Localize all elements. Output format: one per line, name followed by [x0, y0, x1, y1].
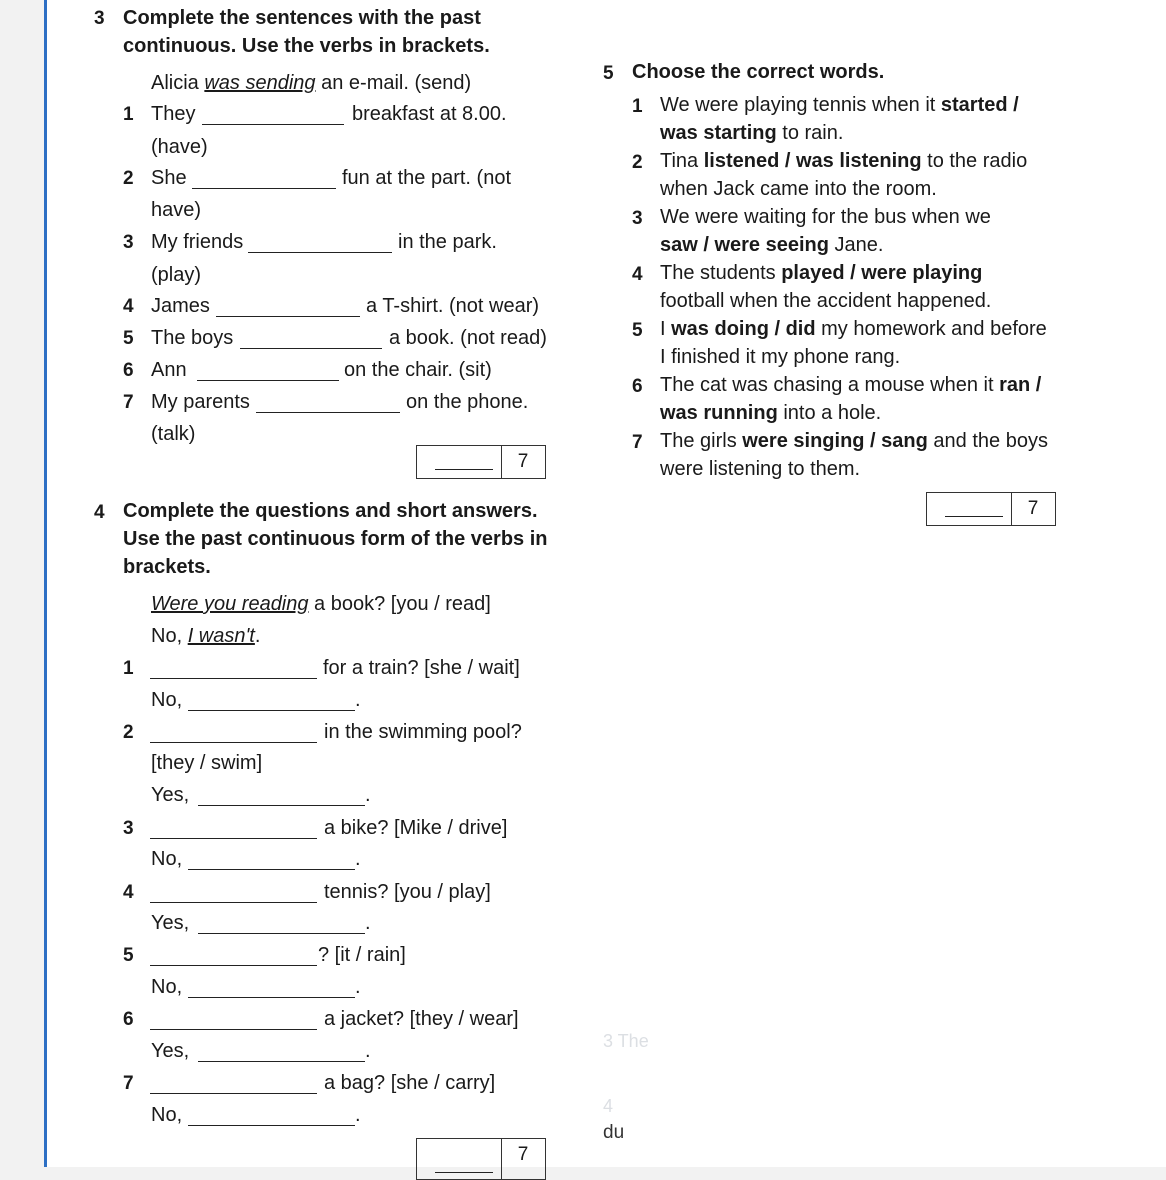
ex5-item-6-choice: ran / — [999, 374, 1042, 396]
ex3-item-7-number: 7 — [123, 392, 134, 413]
ex4-item-2-question-blank[interactable] — [150, 741, 317, 743]
ex3-score-box[interactable] — [416, 445, 546, 479]
ex4-item-4-answer-word: Yes, — [151, 912, 190, 934]
ex3-item-1-blank[interactable] — [202, 123, 344, 125]
ex3-item-5-number: 5 — [123, 328, 134, 349]
ex3-item-7-verb: (talk) — [151, 423, 196, 445]
ex3-item-6-rest: on the chair. (sit) — [344, 359, 492, 381]
ex4-item-1-answer-blank[interactable] — [188, 709, 355, 711]
ex4-item-6-number: 6 — [123, 1009, 134, 1030]
ex3-item-4-rest: a T-shirt. (not wear) — [366, 295, 540, 317]
ex3-example: Alicia was sending an e-mail. (send) — [151, 72, 472, 94]
ex4-item-6-question: a jacket? [they / wear] — [324, 1008, 519, 1030]
ex4-item-3-question-blank[interactable] — [150, 837, 317, 839]
ex5-item-3-choice: saw / were seeing — [660, 234, 829, 256]
ex3-item-3-subject: My friends — [151, 231, 244, 253]
ex3-item-1-number: 1 — [123, 104, 134, 125]
ex3-number: 3 — [94, 8, 105, 29]
score-blank[interactable] — [435, 1172, 493, 1173]
ex5-item-2-line2: when Jack came into the room. — [660, 178, 937, 200]
ex3-item-3-rest: in the park. — [398, 231, 497, 253]
ex4-item-3-question: a bike? [Mike / drive] — [324, 817, 508, 839]
ex5-item-2-choice: listened / was listening — [703, 150, 922, 172]
ex4-item-6-answer-blank[interactable] — [198, 1060, 365, 1062]
ex3-item-2-verb: have) — [151, 199, 202, 221]
ex3-item-2-number: 2 — [123, 168, 134, 189]
ex4-item-3-number: 3 — [123, 818, 134, 839]
ex3-example-answer: was sending — [204, 72, 316, 94]
ex5-number: 5 — [603, 63, 614, 84]
ex3-item-7-rest: on the phone. — [406, 391, 529, 413]
score-blank[interactable] — [435, 469, 493, 470]
ex4-score-box[interactable] — [416, 1138, 546, 1180]
ex3-score-total: 7 — [517, 451, 529, 472]
ex3-title-line1: Complete the sentences with the past — [123, 7, 481, 29]
ex5-item-2-line1: Tina listened / was listening to the radio — [660, 150, 1028, 172]
ex4-item-5-answer-blank[interactable] — [188, 996, 355, 998]
ex5-item-1-line2: was starting to rain. — [660, 122, 844, 144]
ex5-item-6-number: 6 — [632, 376, 643, 397]
ex3-item-5-blank[interactable] — [240, 347, 382, 349]
ex5-item-7-number: 7 — [632, 432, 643, 453]
ex4-item-1-answer-word: No, — [151, 689, 183, 711]
ex4-item-7-question: a bag? [she / carry] — [324, 1072, 496, 1094]
ex4-item-5-question: ? [it / rain] — [318, 944, 406, 966]
ex5-item-1-choice-b: was starting — [660, 122, 777, 144]
ex3-item-3-blank[interactable] — [248, 251, 392, 253]
ex3-title-line2: continuous. Use the verbs in brackets. — [123, 35, 490, 57]
ex3-item-3-number: 3 — [123, 232, 134, 253]
ex3-item-6-number: 6 — [123, 360, 134, 381]
ex3-item-6-blank[interactable] — [197, 379, 339, 381]
ex3-item-7-subject: My parents — [151, 391, 250, 413]
ex3-item-5-rest: a book. (not read) — [389, 327, 547, 349]
ex4-item-4-question-blank[interactable] — [150, 901, 317, 903]
ex5-item-4-line2: football when the accident happened. — [660, 290, 992, 312]
ex4-item-1-question-blank[interactable] — [150, 677, 317, 679]
worksheet-page — [44, 0, 1166, 1167]
ex5-item-5-number: 5 — [632, 320, 643, 341]
ex3-item-6-subject: Ann — [151, 359, 187, 381]
ex4-item-4-answer-blank[interactable] — [198, 932, 365, 934]
ex5-item-1-choice: started / — [940, 94, 1019, 116]
ex5-score-box[interactable] — [926, 492, 1056, 526]
ex4-title-line3: brackets. — [123, 556, 211, 578]
ex4-item-1-question: for a train? [she / wait] — [323, 657, 520, 679]
ex3-item-2-blank[interactable] — [192, 187, 336, 189]
ex5-item-4-line1: The students played / were playing — [660, 262, 983, 284]
ex5-item-2-number: 2 — [632, 152, 643, 173]
ex3-item-3-verb: (play) — [151, 264, 202, 286]
faint-text-du: du — [603, 1122, 625, 1143]
ex3-item-4-number: 4 — [123, 296, 134, 317]
ex3-item-5-subject: The boys — [151, 327, 234, 349]
ex4-item-5-number: 5 — [123, 945, 134, 966]
ex4-item-5-question-blank[interactable] — [150, 964, 317, 966]
ex4-item-5-answer-word: No, — [151, 976, 183, 998]
ex3-item-1-verb: (have) — [151, 136, 208, 158]
ex4-item-2-question-verb: [they / swim] — [151, 752, 263, 774]
ex5-item-4-choice: played / were playing — [781, 262, 983, 284]
ex3-item-2-subject: She — [151, 167, 187, 189]
ex4-item-2-answer-word: Yes, — [151, 784, 190, 806]
ex5-item-5-choice: was doing / did — [671, 318, 816, 340]
ex4-item-7-answer-word: No, — [151, 1104, 183, 1126]
ex5-item-1-number: 1 — [632, 96, 643, 117]
ex5-item-7-line1: The girls were singing / sang and the boys — [660, 430, 1048, 452]
ex4-item-6-question-blank[interactable] — [150, 1028, 317, 1030]
ex4-item-3-answer-word: No, — [151, 848, 183, 870]
ex4-example-question: Were you reading a book? [you / read] — [151, 593, 491, 615]
ex4-item-7-question-blank[interactable] — [150, 1092, 317, 1094]
ex4-item-7-number: 7 — [123, 1073, 134, 1094]
ex3-item-4-subject: James — [151, 295, 210, 317]
ex4-item-4-question: tennis? [you / play] — [324, 881, 491, 903]
ex4-example-answer: Were you reading — [151, 593, 309, 615]
ex5-item-7-choice: were singing / sang — [742, 430, 928, 452]
ex4-item-2-number: 2 — [123, 722, 134, 743]
ex4-item-2-answer-blank[interactable] — [198, 804, 365, 806]
ex5-item-5-line1: I was doing / did my homework and before — [660, 318, 1047, 340]
ex4-score-total: 7 — [517, 1144, 529, 1165]
ex5-item-6-line2: was running into a hole. — [660, 402, 882, 424]
ex5-item-5-line2: I finished it my phone rang. — [660, 346, 901, 368]
ex5-score-total: 7 — [1027, 498, 1039, 519]
ex4-number: 4 — [94, 502, 105, 523]
ex4-example-short-answer: No, I wasn't. — [151, 625, 261, 647]
ex3-item-2-rest: fun at the part. (not — [342, 167, 511, 189]
faint-text-4: 4 — [603, 1096, 614, 1116]
ex5-item-1-line1: We were playing tennis when it started / — [660, 94, 1019, 116]
ex4-title-line1: Complete the questions and short answers. — [123, 500, 538, 522]
ex5-item-3-number: 3 — [632, 208, 643, 229]
ex5-item-4-number: 4 — [632, 264, 643, 285]
ex3-item-1-rest: breakfast at 8.00. — [352, 103, 507, 125]
ex4-item-1-number: 1 — [123, 658, 134, 679]
ex3-item-1-subject: They — [151, 103, 196, 125]
ex4-item-6-answer-word: Yes, — [151, 1040, 190, 1062]
ex5-item-6-line1: The cat was chasing a mouse when it ran / — [660, 374, 1042, 396]
ex5-item-7-line2: were listening to them. — [660, 458, 861, 480]
ex3-item-7-blank[interactable] — [256, 411, 400, 413]
ex5-item-6-choice-b: was running — [660, 402, 778, 424]
ex4-item-2-question: in the swimming pool? — [324, 721, 522, 743]
ex3-item-4-blank[interactable] — [216, 315, 360, 317]
ex5-item-3-line2: saw / were seeing Jane. — [660, 234, 884, 256]
ex4-item-7-answer-blank[interactable] — [188, 1124, 355, 1126]
faint-text-3: 3 The — [603, 1031, 649, 1051]
score-blank[interactable] — [945, 516, 1003, 517]
ex5-item-3-line1: We were waiting for the bus when we — [660, 206, 991, 228]
ex4-item-4-number: 4 — [123, 882, 134, 903]
ex4-title-line2: Use the past continuous form of the verbs in — [123, 528, 548, 550]
ex4-item-3-answer-blank[interactable] — [188, 868, 355, 870]
ex5-title: Choose the correct words. — [632, 61, 885, 83]
